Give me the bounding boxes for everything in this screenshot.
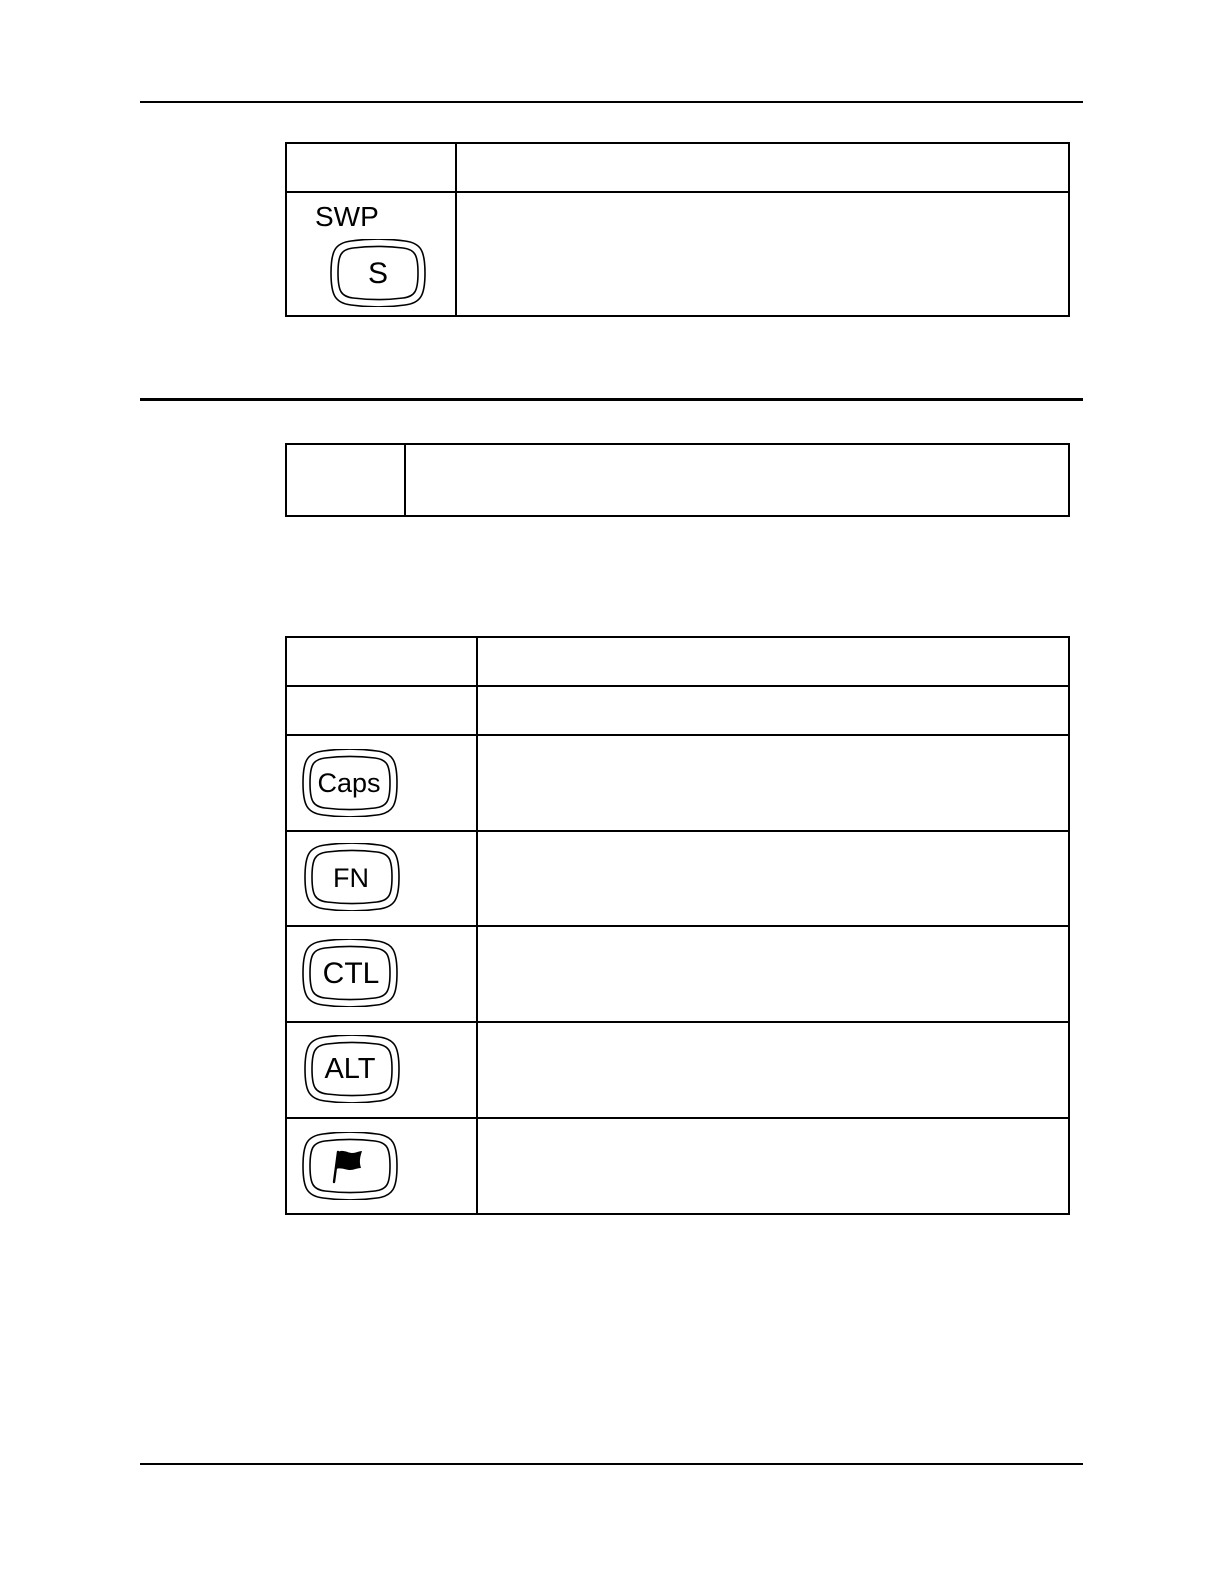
s-key-text: S bbox=[367, 257, 389, 290]
bottom-rule bbox=[140, 1463, 1083, 1465]
fn-desc-cell bbox=[477, 831, 1069, 926]
keys-subheader-cell-2 bbox=[477, 686, 1069, 735]
swp-key-cell bbox=[286, 192, 456, 316]
flag-key-icon bbox=[301, 1132, 399, 1200]
caps-desc-cell bbox=[477, 735, 1069, 831]
section-rule bbox=[140, 398, 1083, 401]
caps-key-cell bbox=[286, 735, 477, 831]
top-rule bbox=[140, 101, 1083, 103]
alt-key-icon bbox=[303, 1035, 401, 1103]
keys-header-cell-2 bbox=[477, 637, 1069, 686]
alt-desc-cell bbox=[477, 1022, 1069, 1118]
keys-subheader-cell-1 bbox=[286, 686, 477, 735]
ctl-key-icon bbox=[301, 939, 399, 1007]
fn-key-cell bbox=[286, 831, 477, 926]
flag-desc-cell bbox=[477, 1118, 1069, 1214]
flag-key-cell bbox=[286, 1118, 477, 1214]
note-icon-cell bbox=[286, 444, 405, 516]
caps-key-icon bbox=[301, 749, 399, 817]
swp-desc-cell bbox=[456, 192, 1069, 316]
s-key-icon bbox=[329, 239, 427, 307]
swp-header-cell-2 bbox=[456, 143, 1069, 192]
caps-key-text: Caps bbox=[317, 768, 381, 798]
alt-key-text: ALT bbox=[324, 1053, 376, 1085]
fn-key-icon bbox=[303, 843, 401, 911]
note-text-cell bbox=[405, 444, 1069, 516]
flag-icon bbox=[334, 1151, 362, 1182]
ctl-desc-cell bbox=[477, 926, 1069, 1022]
fn-key-text: FN bbox=[333, 863, 369, 893]
note-table bbox=[285, 443, 1070, 517]
keys-header-cell-1 bbox=[286, 637, 477, 686]
keys-table bbox=[285, 636, 1070, 1215]
ctl-key-cell bbox=[286, 926, 477, 1022]
swp-label: SWP bbox=[315, 201, 379, 232]
swp-table bbox=[285, 142, 1070, 317]
swp-header-cell-1 bbox=[286, 143, 456, 192]
ctl-key-text: CTL bbox=[322, 957, 380, 990]
alt-key-cell bbox=[286, 1022, 477, 1118]
